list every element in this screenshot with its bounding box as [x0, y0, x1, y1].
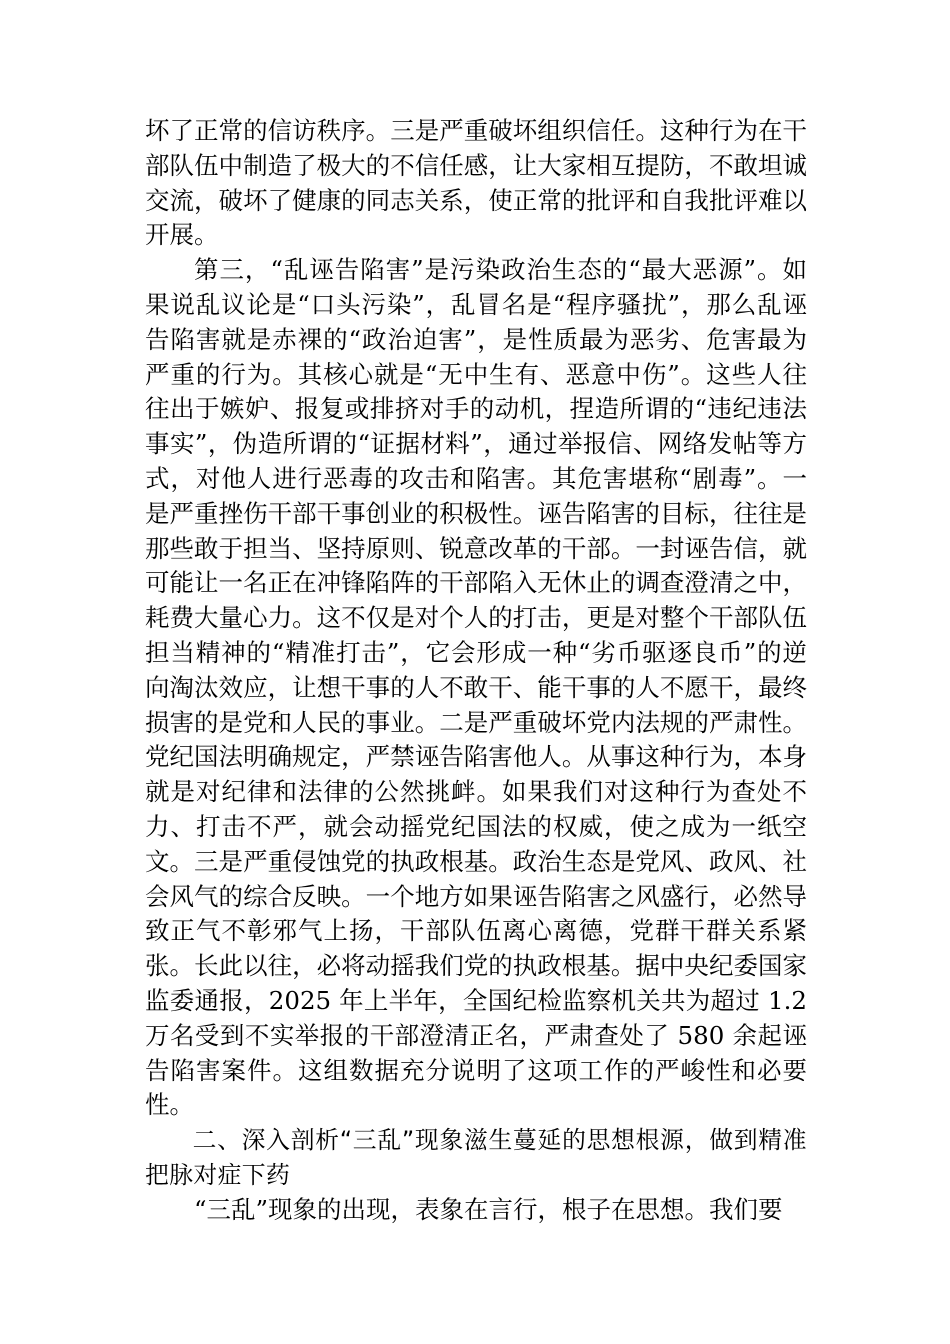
paragraph-third-point: 第三，“乱诬告陷害”是污染政治生态的“最大恶源”。如果说乱议论是“口头污染”，乱冒名是“程序骚扰”，那么乱诬告陷害就是赤裸的“政治迫害”，是性质最为恶劣、危害最为严重的行为。其核心就是“无中生有、恶意中伤”。这些人往往出于嫉妒、报复或排挤对手的动机，捏造所谓的“违纪违法事实”，伪造所谓的“证据材料”，通过举报信、网络发帖等方式，对他人进行恶毒的攻击和陷害。其危害堪称“剧毒”。一是严重挫伤干部干事创业的积极性。诬告陷害的目标，往往是那些敢于担当、坚持原则、锐意改革的干部。一封诬告信，就可能让一名正在冲锋陷阵的干部陷入无休止的调查澄清之中，耗费大量心力。这不仅是对个人的打击，更是对整个干部队伍担当精神的“精准打击”，它会形成一种“劣币驱逐良币”的逆向淘汰效应，让想干事的人不敢干、能干事的人不愿干，最终损害的是党和人民的事业。二是严重破坏党内法规的严肃性。党纪国法明确规定，严禁诬告陷害他人。从事这种行为，本身就是对纪律和法律的公然挑衅。如果我们对这种行为查处不力、打击不严，就会动摇党纪国法的权威，使之成为一纸空文。三是严重侵蚀党的执政根基。政治生态是党风、政风、社会风气的综合反映。一个地方如果诬告陷害之风盛行，必然导致正气不彰邪气上扬，干部队伍离心离德，党群干群关系紧张。长此以往，必将动摇我们党的执政根基。据中央纪委国家监委通报，2025 年上半年，全国纪检监察机关共为超过 1.2 万名受到不实举报的干部澄清正名，严肃查处了 580 余起诬告陷害案件。这组数据充分说明了这项工作的严峻性和必要性。: [145, 255, 807, 1120]
document-page: [145, 114, 807, 1228]
paragraph-continuation: 坏了正常的信访秩序。三是严重破坏组织信任。这种行为在干部队伍中制造了极大的不信任感，让大家相互提防，不敢坦诚交流，破坏了健康的同志关系，使正常的批评和自我批评难以开展。: [145, 116, 807, 250]
section-heading: 二、深入剖析“三乱”现象滋生蔓延的思想根源，做到精准把脉对症下药: [145, 1126, 807, 1189]
paragraph-section-intro: “三乱”现象的出现，表象在言行，根子在思想。我们要: [194, 1194, 783, 1224]
